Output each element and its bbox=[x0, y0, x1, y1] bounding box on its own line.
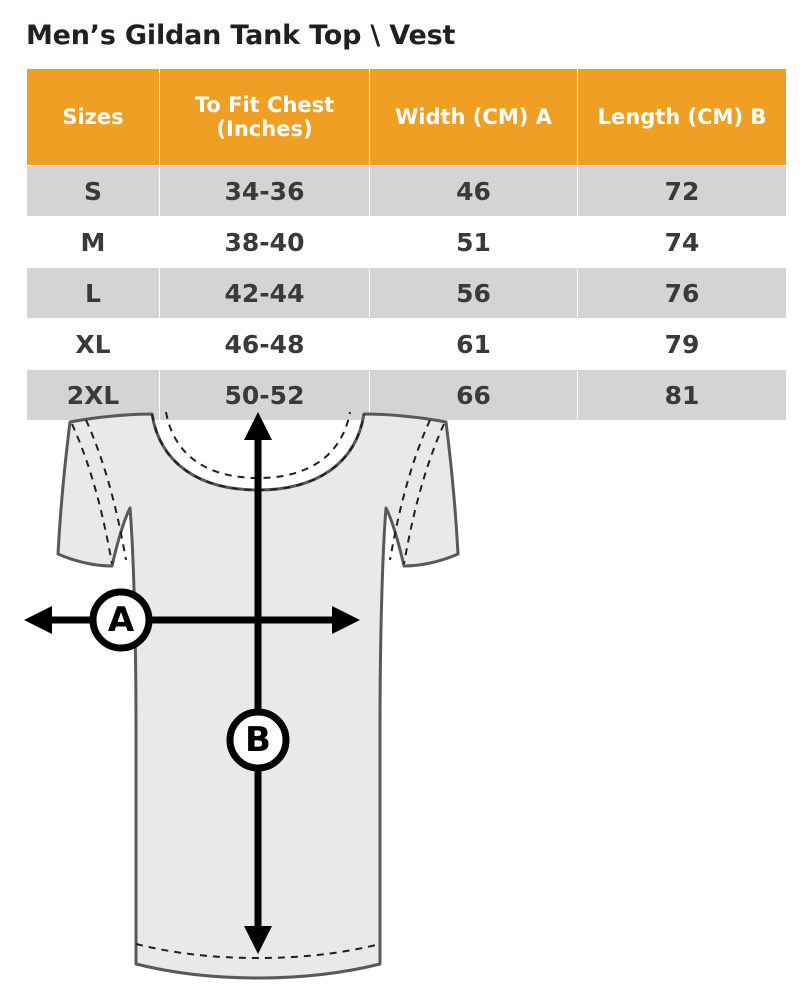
label-length-b bbox=[230, 712, 286, 768]
table-row bbox=[27, 217, 787, 268]
cell-length: 76 bbox=[578, 268, 787, 319]
column-header-width: Width (CM) A bbox=[370, 69, 578, 166]
cell-width: 56 bbox=[370, 268, 578, 319]
column-header-chest: To Fit Chest (Inches) bbox=[160, 69, 370, 166]
cell-length: 81 bbox=[578, 370, 787, 421]
cell-chest: 42-44 bbox=[160, 268, 370, 319]
table-row bbox=[27, 319, 787, 370]
label-a-text: A bbox=[107, 600, 135, 640]
cell-width: 51 bbox=[370, 217, 578, 268]
cell-length: 79 bbox=[578, 319, 787, 370]
cell-size: L bbox=[27, 268, 160, 319]
cell-length: 72 bbox=[578, 166, 787, 217]
label-b-text: B bbox=[245, 720, 271, 760]
cell-chest: 34-36 bbox=[160, 166, 370, 217]
garment-diagram bbox=[0, 408, 812, 1000]
cell-length: 74 bbox=[578, 217, 787, 268]
table-row bbox=[27, 268, 787, 319]
table-row bbox=[27, 166, 787, 217]
cell-chest: 38-40 bbox=[160, 217, 370, 268]
cell-size: 2XL bbox=[27, 370, 160, 421]
cell-size: S bbox=[27, 166, 160, 217]
cell-size: M bbox=[27, 217, 160, 268]
label-width-a bbox=[93, 592, 149, 648]
cell-chest: 46-48 bbox=[160, 319, 370, 370]
cell-chest: 50-52 bbox=[160, 370, 370, 421]
column-header-sizes: Sizes bbox=[27, 69, 160, 166]
size-chart-table bbox=[26, 68, 787, 421]
cell-width: 46 bbox=[370, 166, 578, 217]
page-title: Men’s Gildan Tank Top \ Vest bbox=[26, 20, 456, 51]
table-header-row bbox=[27, 69, 787, 166]
cell-width: 61 bbox=[370, 319, 578, 370]
cell-width: 66 bbox=[370, 370, 578, 421]
cell-size: XL bbox=[27, 319, 160, 370]
column-header-length: Length (CM) B bbox=[578, 69, 787, 166]
